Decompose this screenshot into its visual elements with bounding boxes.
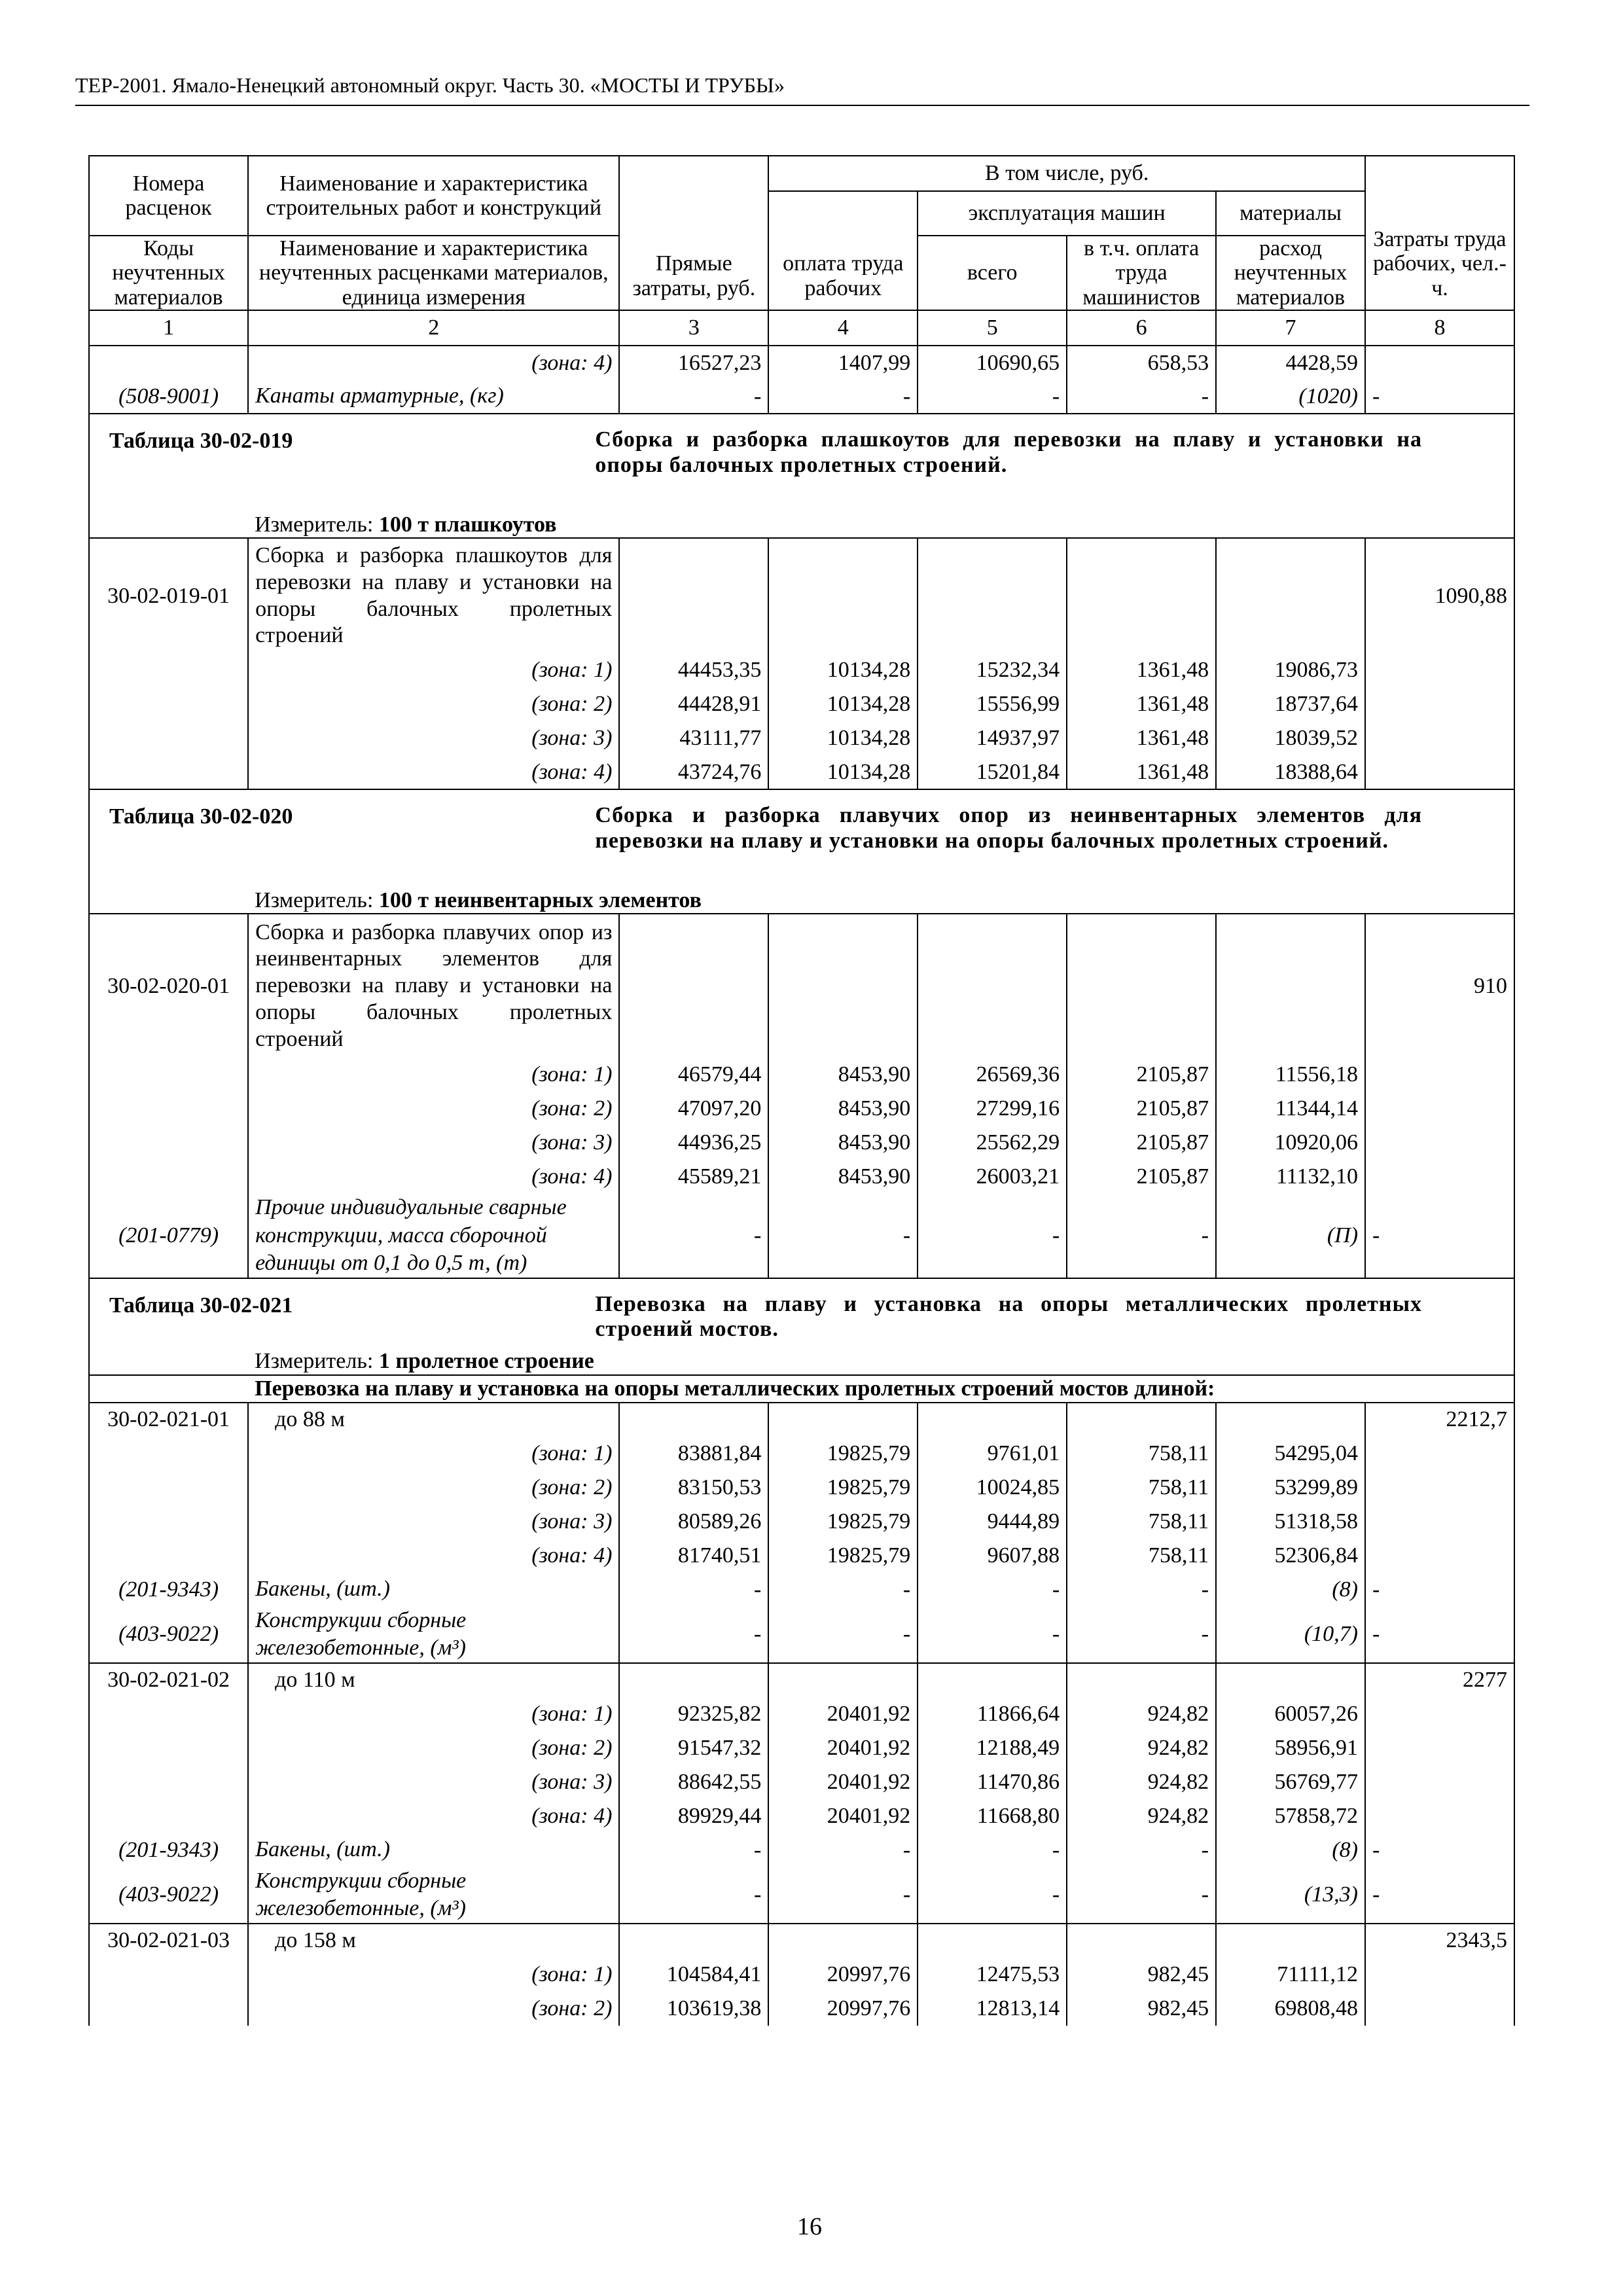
- machines-total: 10024,85: [918, 1471, 1067, 1505]
- table-caption: [595, 789, 1514, 888]
- zone-label: (зона: 1): [248, 1697, 619, 1731]
- materials: 11556,18: [1216, 1058, 1365, 1092]
- meter-value: 100 т неинвентарных элементов: [378, 888, 702, 912]
- direct-costs: 44428,91: [619, 687, 768, 721]
- direct-costs: 43724,76: [619, 755, 768, 789]
- meter-label: Измеритель:: [255, 512, 374, 537]
- table-caption-text: Перевозка на плаву и установка на опоры металлических пролетных строений мостов.: [595, 1291, 1422, 1342]
- work-description: Сборка и разборка плашкоутов для перевозки на плаву и установки на опоры балочных пролетных строений: [248, 538, 619, 653]
- machines-operators: 2105,87: [1067, 1126, 1216, 1160]
- direct-costs: 83881,84: [619, 1437, 768, 1471]
- zone-row: [89, 1731, 1514, 1765]
- labor-pay: 8453,90: [768, 1058, 918, 1092]
- rate-code: 30-02-021-03: [89, 1924, 248, 1958]
- material-name: Бакены, (шт.): [248, 1833, 619, 1867]
- labor-pay: 19825,79: [768, 1505, 918, 1539]
- machines-total: 25562,29: [918, 1126, 1067, 1160]
- labor-pay: 1407,99: [768, 346, 918, 380]
- work-description: Сборка и разборка плавучих опор из неинвентарных элементов для перевозки на плаву и установки на опоры балочных пролетных строений: [248, 914, 619, 1058]
- materials: 60057,26: [1216, 1697, 1365, 1731]
- table-30-02-021: [89, 1278, 1514, 1403]
- dash: -: [918, 1194, 1067, 1278]
- dash: -: [918, 1573, 1067, 1607]
- machines-total: 15232,34: [918, 653, 1067, 687]
- table-30-02-019: [89, 414, 1514, 789]
- rate-code: 30-02-020-01: [89, 914, 248, 1058]
- work-description: до 110 м: [248, 1663, 619, 1697]
- table-30-02-020: [89, 789, 1514, 1278]
- material-code: (403-9022): [89, 1867, 248, 1924]
- material-name: Прочие индивидуальные сварные конструкции, масса сборочной единицы от 0,1 до 0,5 т, (т): [248, 1194, 619, 1278]
- dash: -: [918, 1867, 1067, 1924]
- direct-costs: 44936,25: [619, 1126, 768, 1160]
- dash: -: [619, 1867, 768, 1924]
- zone-label: (зона: 3): [248, 1505, 619, 1539]
- price-table: [88, 155, 1515, 2026]
- zone-label: (зона: 4): [248, 1160, 619, 1194]
- group-subheading: Перевозка на плаву и установка на опоры металлических пролетных строений мостов длиной:: [248, 1375, 1514, 1403]
- table-30-02-021-items: [89, 1403, 1514, 2026]
- labor-pay: 20997,76: [768, 1958, 918, 1992]
- labor-pay: 10134,28: [768, 721, 918, 755]
- zone-row: [89, 1799, 1514, 1833]
- direct-costs: 92325,82: [619, 1697, 768, 1731]
- labor-pay: 8453,90: [768, 1126, 918, 1160]
- material-quantity: (1020): [1216, 380, 1365, 414]
- direct-costs: 43111,77: [619, 721, 768, 755]
- dash: -: [1365, 1833, 1514, 1867]
- table-title: Таблица 30-02-021: [89, 1278, 768, 1349]
- measurement-unit: [248, 1349, 1514, 1375]
- material-row: [89, 1867, 1514, 1924]
- zone-label: (зона: 2): [248, 1992, 619, 2026]
- zone-row: [89, 1471, 1514, 1505]
- header-machines-operators: в т.ч. оплата труда машинистов: [1067, 236, 1216, 310]
- machines-total: 27299,16: [918, 1092, 1067, 1126]
- materials: 58956,91: [1216, 1731, 1365, 1765]
- column-number: 5: [918, 310, 1067, 346]
- rate-code: 30-02-021-01: [89, 1403, 248, 1437]
- dash: -: [1067, 1607, 1216, 1663]
- material-name: Канаты арматурные, (кг): [248, 380, 619, 414]
- zone-label: (зона: 3): [248, 1126, 619, 1160]
- dash: -: [619, 380, 768, 414]
- direct-costs: 81740,51: [619, 1539, 768, 1573]
- machines-operators: 924,82: [1067, 1697, 1216, 1731]
- rate-code: 30-02-021-02: [89, 1663, 248, 1697]
- labor-pay: 20401,92: [768, 1697, 918, 1731]
- dash: -: [619, 1833, 768, 1867]
- zone-label: (зона: 1): [248, 1058, 619, 1092]
- direct-costs: 47097,20: [619, 1092, 768, 1126]
- materials: 56769,77: [1216, 1765, 1365, 1799]
- material-code: (201-0779): [89, 1194, 248, 1278]
- labor-pay: 20401,92: [768, 1731, 918, 1765]
- materials: 11344,14: [1216, 1092, 1365, 1126]
- labor-pay: 19825,79: [768, 1437, 918, 1471]
- materials: 18737,64: [1216, 687, 1365, 721]
- dash: -: [918, 1833, 1067, 1867]
- material-code: (201-9343): [89, 1573, 248, 1607]
- machines-total: 12188,49: [918, 1731, 1067, 1765]
- machines-operators: 758,11: [1067, 1437, 1216, 1471]
- machines-total: 12475,53: [918, 1958, 1067, 1992]
- material-quantity: (П): [1216, 1194, 1365, 1278]
- header-machines: эксплуатация машин: [918, 191, 1216, 236]
- machines-operators: 2105,87: [1067, 1058, 1216, 1092]
- column-number: 7: [1216, 310, 1365, 346]
- material-code: (201-9343): [89, 1833, 248, 1867]
- dash: -: [1365, 1607, 1514, 1663]
- machines-operators: 1361,48: [1067, 653, 1216, 687]
- labor-cost: 910: [1365, 914, 1514, 1058]
- direct-costs: 104584,41: [619, 1958, 768, 1992]
- dash: -: [768, 1573, 918, 1607]
- labor-pay: 8453,90: [768, 1092, 918, 1126]
- direct-costs: 80589,26: [619, 1505, 768, 1539]
- material-quantity: (10,7): [1216, 1607, 1365, 1663]
- zone-label: (зона: 2): [248, 1731, 619, 1765]
- table-header: [89, 156, 1514, 346]
- machines-total: 10690,65: [918, 346, 1067, 380]
- machines-operators: 1361,48: [1067, 687, 1216, 721]
- dash: -: [918, 1607, 1067, 1663]
- column-number: 8: [1365, 310, 1514, 346]
- zone-label: (зона: 1): [248, 653, 619, 687]
- direct-costs: 88642,55: [619, 1765, 768, 1799]
- machines-operators: 658,53: [1067, 346, 1216, 380]
- materials: 54295,04: [1216, 1437, 1365, 1471]
- dash: -: [1365, 1573, 1514, 1607]
- materials: 11132,10: [1216, 1160, 1365, 1194]
- table-title: Таблица 30-02-020: [89, 789, 768, 888]
- material-row: [89, 1833, 1514, 1867]
- machines-operators: 758,11: [1067, 1539, 1216, 1573]
- direct-costs: 45589,21: [619, 1160, 768, 1194]
- dash: -: [619, 1607, 768, 1663]
- column-number: 6: [1067, 310, 1216, 346]
- measurement-unit: [248, 888, 1514, 914]
- column-number: 4: [768, 310, 918, 346]
- zone-row: [89, 1505, 1514, 1539]
- zone-label: (зона: 4): [248, 1799, 619, 1833]
- zone-label: (зона: 2): [248, 1092, 619, 1126]
- dash: -: [619, 1573, 768, 1607]
- header-rate-number: Номера расценок: [89, 156, 248, 236]
- zone-label: (зона: 4): [248, 346, 619, 380]
- labor-pay: 10134,28: [768, 755, 918, 789]
- dash: -: [1067, 380, 1216, 414]
- column-number: 3: [619, 310, 768, 346]
- rate-row: [89, 1663, 1514, 1697]
- table-caption-text: Сборка и разборка плашкоутов для перевозки на плаву и установки на опоры балочных пролетных строений.: [595, 427, 1422, 477]
- materials: 69808,48: [1216, 1992, 1365, 2026]
- material-row: [89, 1573, 1514, 1607]
- materials: 53299,89: [1216, 1471, 1365, 1505]
- machines-operators: 924,82: [1067, 1799, 1216, 1833]
- header-including: В том числе, руб.: [768, 156, 1365, 191]
- material-code: (508-9001): [89, 380, 248, 414]
- zone-row: [89, 1765, 1514, 1799]
- dash: -: [1067, 1573, 1216, 1607]
- dash: -: [768, 1833, 918, 1867]
- zone-row: [89, 1697, 1514, 1731]
- machines-operators: 2105,87: [1067, 1092, 1216, 1126]
- labor-pay: 20997,76: [768, 1992, 918, 2026]
- machines-operators: 1361,48: [1067, 755, 1216, 789]
- table-caption: [595, 414, 1514, 512]
- page-number: 16: [797, 2213, 822, 2240]
- dash: -: [1365, 1867, 1514, 1924]
- materials: 51318,58: [1216, 1505, 1365, 1539]
- direct-costs: 103619,38: [619, 1992, 768, 2026]
- meter-label: Измеритель:: [255, 888, 374, 912]
- header-materials: материалы: [1216, 191, 1365, 236]
- zone-label: (зона: 4): [248, 1539, 619, 1573]
- dash: -: [768, 1867, 918, 1924]
- machines-total: 15201,84: [918, 755, 1067, 789]
- material-name: Конструкции сборные железобетонные, (м³): [248, 1607, 619, 1663]
- rate-code: 30-02-019-01: [89, 538, 248, 653]
- machines-total: 9607,88: [918, 1539, 1067, 1573]
- machines-operators: 982,45: [1067, 1958, 1216, 1992]
- labor-cost: 1090,88: [1365, 538, 1514, 653]
- machines-operators: 758,11: [1067, 1471, 1216, 1505]
- materials: 4428,59: [1216, 346, 1365, 380]
- header-material-names: Наименование и характеристика неучтенных расценками материалов, единица измерения: [248, 236, 619, 310]
- materials: 71111,12: [1216, 1958, 1365, 1992]
- machines-operators: 924,82: [1067, 1765, 1216, 1799]
- running-header: ТЕР-2001. Ямало-Ненецкий автономный округ. Часть 30. «МОСТЫ И ТРУБЫ»: [75, 73, 785, 97]
- machines-total: 11866,64: [918, 1697, 1067, 1731]
- zone-label: (зона: 4): [248, 755, 619, 789]
- machines-total: 26003,21: [918, 1160, 1067, 1194]
- dash: -: [1067, 1194, 1216, 1278]
- header-direct-costs: Прямые затраты, руб.: [619, 156, 768, 310]
- column-number: 2: [248, 310, 619, 346]
- table-title: Таблица 30-02-019: [89, 414, 768, 512]
- materials: 18388,64: [1216, 755, 1365, 789]
- machines-operators: 2105,87: [1067, 1160, 1216, 1194]
- direct-costs: 44453,35: [619, 653, 768, 687]
- machines-operators: 758,11: [1067, 1505, 1216, 1539]
- labor-cost: 2212,7: [1365, 1403, 1514, 1437]
- machines-total: 26569,36: [918, 1058, 1067, 1092]
- labor-pay: 19825,79: [768, 1539, 918, 1573]
- materials: 52306,84: [1216, 1539, 1365, 1573]
- machines-total: 11470,86: [918, 1765, 1067, 1799]
- direct-costs: 83150,53: [619, 1471, 768, 1505]
- direct-costs: 91547,32: [619, 1731, 768, 1765]
- zone-row: [89, 1958, 1514, 1992]
- dash: -: [1067, 1867, 1216, 1924]
- zone-label: (зона: 3): [248, 1765, 619, 1799]
- header-machines-total: всего: [918, 236, 1067, 310]
- material-name: Конструкции сборные железобетонные, (м³): [248, 1867, 619, 1924]
- machines-total: 15556,99: [918, 687, 1067, 721]
- direct-costs: 89929,44: [619, 1799, 768, 1833]
- material-row: [89, 1607, 1514, 1663]
- dash: -: [1365, 380, 1514, 414]
- dash: -: [1365, 1194, 1514, 1278]
- zone-row: [89, 1539, 1514, 1573]
- machines-total: 12813,14: [918, 1992, 1067, 2026]
- labor-pay: 20401,92: [768, 1799, 918, 1833]
- material-quantity: (8): [1216, 1833, 1365, 1867]
- header-rule: [75, 105, 1529, 106]
- zone-label: (зона: 1): [248, 1437, 619, 1471]
- work-description: до 158 м: [248, 1924, 619, 1958]
- rate-row: [89, 1924, 1514, 1958]
- direct-costs: 46579,44: [619, 1058, 768, 1092]
- measurement-unit: [248, 512, 1514, 538]
- dash: -: [1067, 1833, 1216, 1867]
- meter-value: 1 пролетное строение: [378, 1349, 594, 1374]
- materials: 57858,72: [1216, 1799, 1365, 1833]
- table-caption: [595, 1278, 1514, 1349]
- dash: -: [918, 380, 1067, 414]
- meter-label: Измеритель:: [255, 1349, 374, 1374]
- header-labor-cost: Затраты труда рабочих, чел.-ч.: [1365, 156, 1514, 310]
- rate-row: [89, 1403, 1514, 1437]
- zone-label: (зона: 1): [248, 1958, 619, 1992]
- machines-total: 9761,01: [918, 1437, 1067, 1471]
- machines-total: 14937,97: [918, 721, 1067, 755]
- labor-pay: 10134,28: [768, 687, 918, 721]
- material-name: Бакены, (шт.): [248, 1573, 619, 1607]
- dash: -: [768, 1607, 918, 1663]
- materials: 18039,52: [1216, 721, 1365, 755]
- direct-costs: 16527,23: [619, 346, 768, 380]
- header-labor-pay: оплата труда рабочих: [768, 191, 918, 310]
- header-material-codes: Коды неучтенных материалов: [89, 236, 248, 310]
- column-number: 1: [89, 310, 248, 346]
- machines-operators: 924,82: [1067, 1731, 1216, 1765]
- labor-cost: 2277: [1365, 1663, 1514, 1697]
- material-quantity: (13,3): [1216, 1867, 1365, 1924]
- material-quantity: (8): [1216, 1573, 1365, 1607]
- dash: -: [768, 380, 918, 414]
- dash: -: [619, 1194, 768, 1278]
- labor-pay: 10134,28: [768, 653, 918, 687]
- dash: -: [768, 1194, 918, 1278]
- machines-total: 11668,80: [918, 1799, 1067, 1833]
- machines-operators: 982,45: [1067, 1992, 1216, 2026]
- labor-pay: 20401,92: [768, 1765, 918, 1799]
- labor-pay: 8453,90: [768, 1160, 918, 1194]
- labor-cost: 2343,5: [1365, 1924, 1514, 1958]
- work-description: до 88 м: [248, 1403, 619, 1437]
- zone-label: (зона: 3): [248, 721, 619, 755]
- zone-label: (зона: 2): [248, 1471, 619, 1505]
- material-code: (403-9022): [89, 1607, 248, 1663]
- header-materials-unaccounted: расход неучтенных материалов: [1216, 236, 1365, 310]
- header-work-name: Наименование и характеристика строительных работ и конструкций: [248, 156, 619, 236]
- materials: 10920,06: [1216, 1126, 1365, 1160]
- zone-row: [89, 1992, 1514, 2026]
- table-caption-text: Сборка и разборка плавучих опор из неинвентарных элементов для перевозки на плаву и установки на опоры балочных пролетных строений.: [595, 803, 1422, 853]
- zone-row: [89, 1437, 1514, 1471]
- machines-total: 9444,89: [918, 1505, 1067, 1539]
- machines-operators: 1361,48: [1067, 721, 1216, 755]
- carry-over-block: [89, 346, 1514, 414]
- zone-label: (зона: 2): [248, 687, 619, 721]
- labor-pay: 19825,79: [768, 1471, 918, 1505]
- meter-value: 100 т плашкоутов: [378, 512, 557, 537]
- materials: 19086,73: [1216, 653, 1365, 687]
